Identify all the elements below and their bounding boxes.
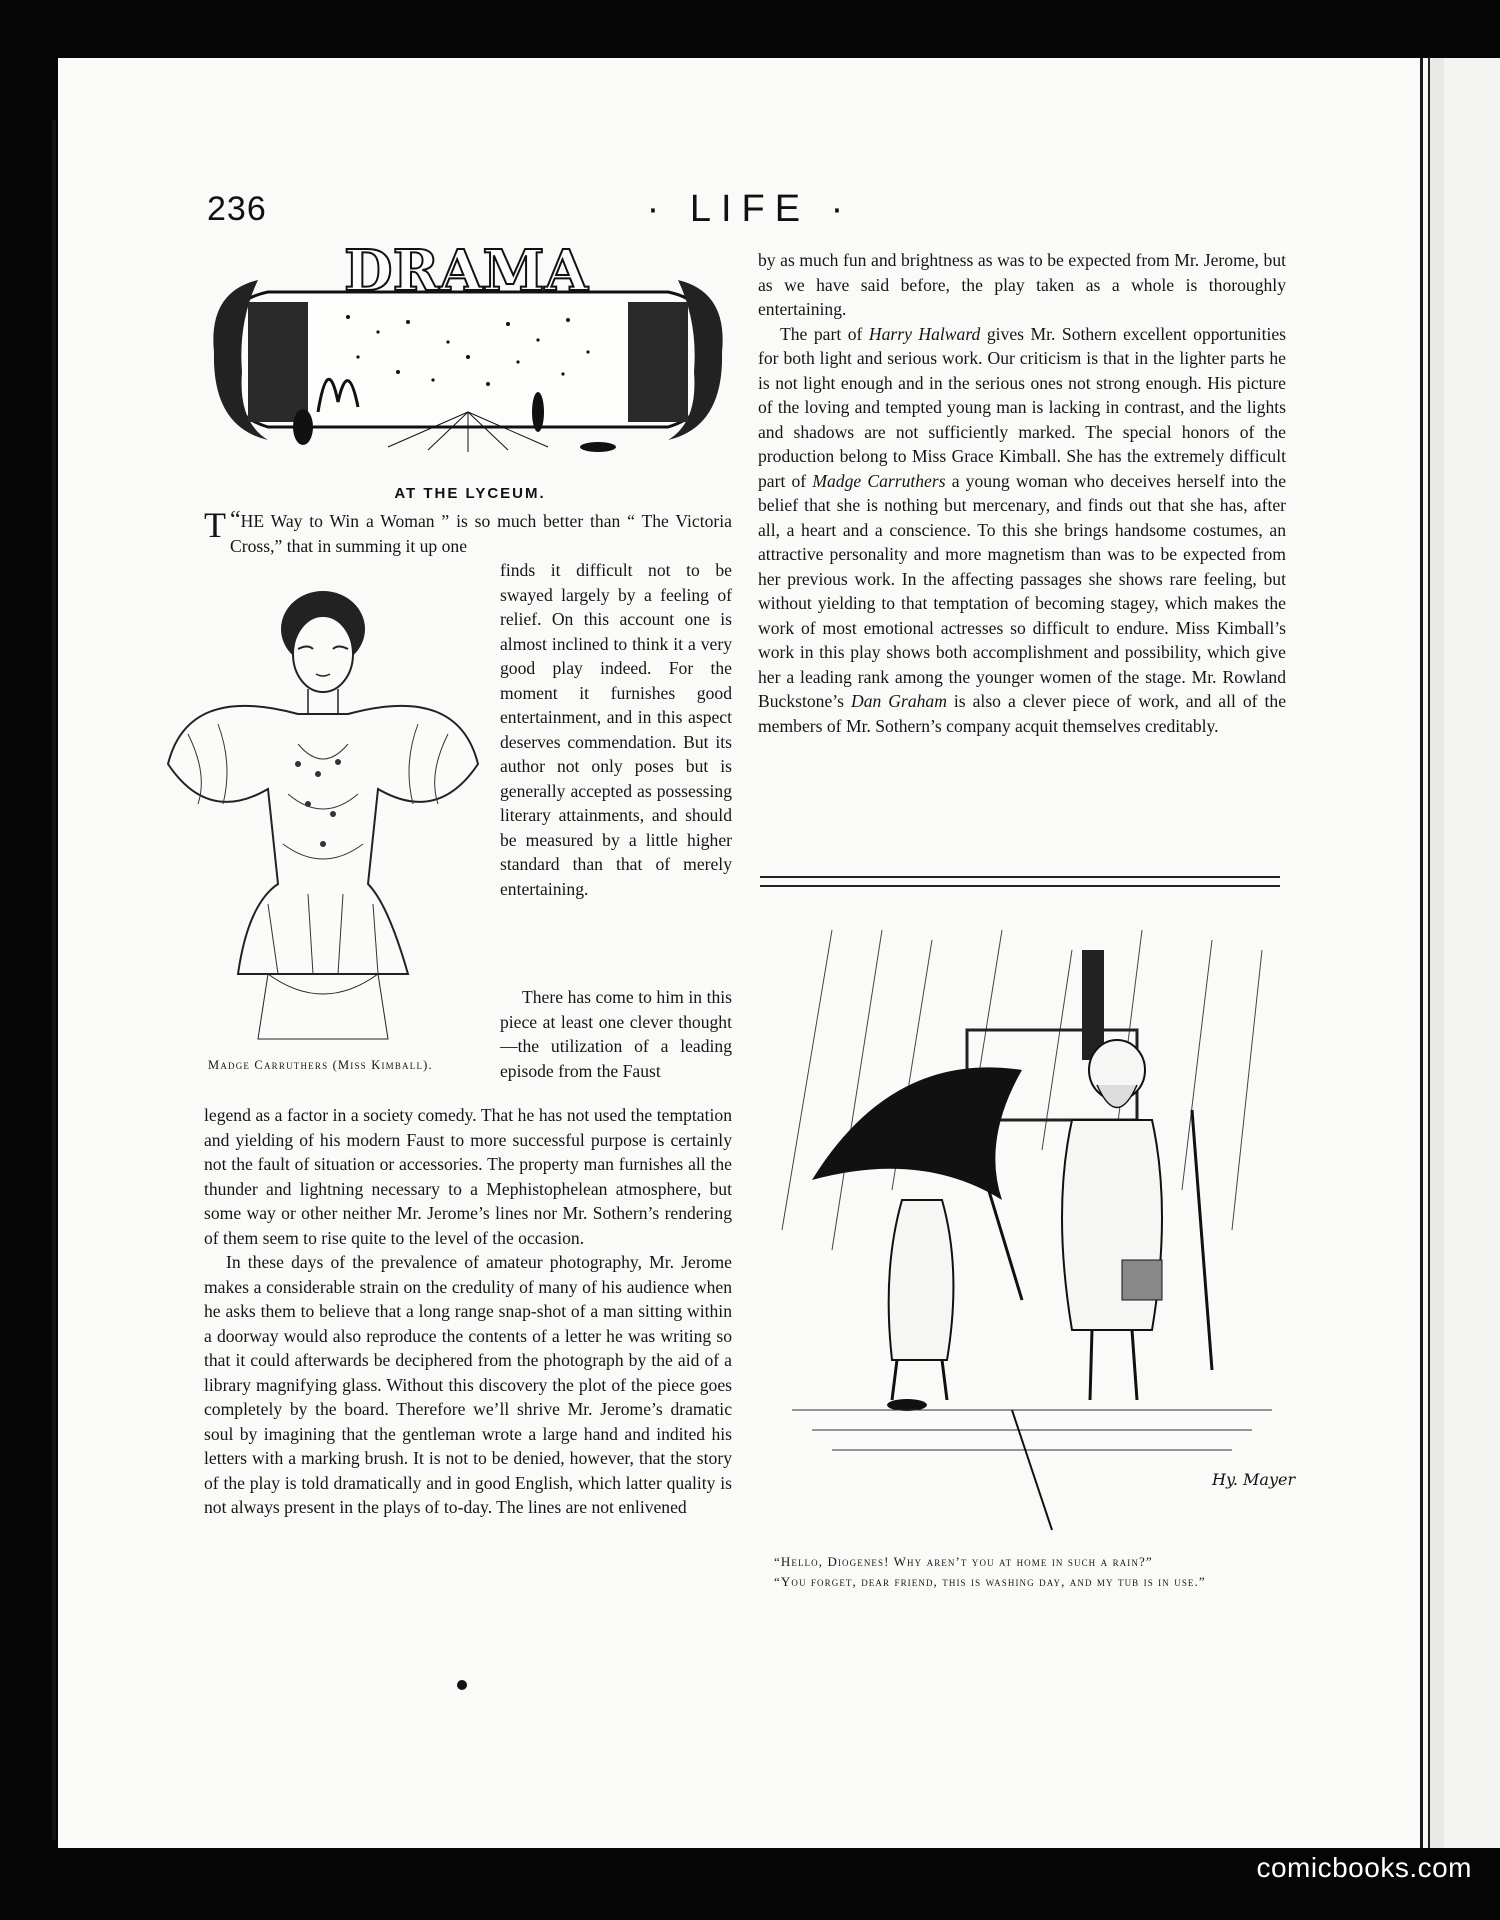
section-divider: [760, 876, 1280, 887]
lead-text: HE Way to Win a Woman ” is so much better than “ The Victoria Cross,” that in summing it up one: [230, 511, 732, 556]
drama-header-svg: [208, 238, 728, 462]
character-name: Madge Carruthers: [812, 470, 946, 491]
portrait-caption: Madge Carruthers (Miss Kimball).: [208, 1058, 433, 1072]
narrow-paragraph: There has come to him in this piece at least one clever thought—the utilization of a leading episode from the Faust: [500, 987, 732, 1081]
page-gutter: [1420, 58, 1423, 1848]
portrait-illustration: [148, 574, 488, 1039]
watermark: comicbooks.com: [1256, 1852, 1472, 1883]
paragraph-sothern: [758, 322, 1286, 739]
narrow-column-text-2: [500, 985, 732, 1083]
character-name: Harry Halward: [868, 323, 981, 344]
right-column-text: [758, 248, 1286, 738]
adjacent-page: [1444, 58, 1500, 1848]
binding-edge: [52, 120, 56, 1840]
artist-signature: Hy. Mayer: [1212, 1470, 1296, 1489]
paragraph-entertaining: by as much fun and brightness as was to be expected from Mr. Jerome, but as we have said before, the play taken as a whole is thoroughly entertaining.: [758, 250, 1286, 319]
diogenes-cartoon: [772, 930, 1296, 1530]
article-lead: [204, 505, 732, 558]
text-run: a young woman who deceives herself into the belief that she is nothing but mercenary, and finds out that she has, after all, a heart and a conscience. To this she brings handsome costumes, an attractive personality and more magnetism than was to be expected from her previous work. In the affecting passages she shows rare feeling, but without yielding to that temptation of becoming stagey, which makes the work of most emotional actresses so difficult to endure. Miss Kimball’s work in this play shows both accomplishment and possibility, which give her a leading rank among the younger women of the stage. Mr. Rowland Buckstone’s: [758, 470, 1286, 711]
left-column-continued: [204, 1103, 732, 1520]
cartoon-caption: [760, 1552, 1286, 1592]
paragraph-photography: In these days of the prevalence of amateur photography, Mr. Jerome makes a considerable strain on the credulity of many of his audience when he asks them to believe that a long range snap-shot of a man sitting within a doorway would also reproduce the contents of a letter he was writing so that it could afterwards be deciphered from the photograph by the aid of a library magnifying glass. Without this discovery the plot of the piece goes completely by the board. Therefore we’ll shrive Mr. Jerome’s dramatic soul by imagining that the gentleman wrote a large hand and indited his letters with a marking brush. It is not to be denied, however, that the story of the play is told dramatically and in good English, which latter quality is not always present in the plays of to-day. The lines are not enlivened: [204, 1252, 732, 1517]
text-run: gives Mr. Sothern excellent opportunities for both light and serious work. Our criticism is that in the lighter parts he is not light enough and in the serious ones not strong enough. His picture of the loving and tempted young man is lacking in contrast, and the lights and shadows are not sufficiently marked. The special honors of the production belong to Miss Grace Kimball. She has the extremely difficult part of: [758, 323, 1286, 491]
cartoon-svg: [772, 930, 1296, 1530]
page-number: 236: [207, 190, 267, 228]
open-quote: “: [230, 507, 241, 533]
narrow-column-text: finds it difficult not to be swayed largely by a feeling of relief. On this account one is almost inclined to think it a very good play indeed. For the moment it furnishes good entertainment, and in this aspect deserves commendation. But its author not only poses but is generally accepted as possessing literary attainments, and should be measured by a little higher standard than that of merely entertaining.: [500, 560, 732, 899]
adjacent-page-edge: [1428, 58, 1444, 1848]
drama-header-illustration: [208, 238, 728, 462]
character-name: Dan Graham: [851, 691, 947, 711]
caption-line-2: “You forget, dear friend, this is washing day, and my tub is in use.”: [774, 1574, 1206, 1589]
masthead-title: · LIFE ·: [646, 188, 854, 230]
drop-cap: T: [204, 505, 226, 545]
drama-title: DRAMA: [344, 238, 588, 304]
caption-line-1: “Hello, Diogenes! Why aren’t you at home in such a rain?”: [774, 1554, 1153, 1569]
page-ornament-dot: [457, 1680, 467, 1690]
paragraph-continued: legend as a factor in a society comedy. That he has not used the temptation and yielding of his modern Faust to more successful purpose is certainly not the fault of situation or accessories. The property man furnishes all the thunder and lightning necessary to a Mephistophelean atmosphere, but some way or other neither Mr. Jerome’s lines nor Mr. Sothern’s rendering of them seem to rise quite to the level of the occasion.: [204, 1105, 732, 1248]
section-heading: AT THE LYCEUM.: [394, 485, 546, 502]
text-run: The part of: [780, 323, 869, 344]
portrait-svg: [148, 574, 488, 1039]
text-run: is also a clever piece of work, and all of the members of Mr. Sothern’s company acquit themselves creditably.: [758, 691, 1286, 736]
